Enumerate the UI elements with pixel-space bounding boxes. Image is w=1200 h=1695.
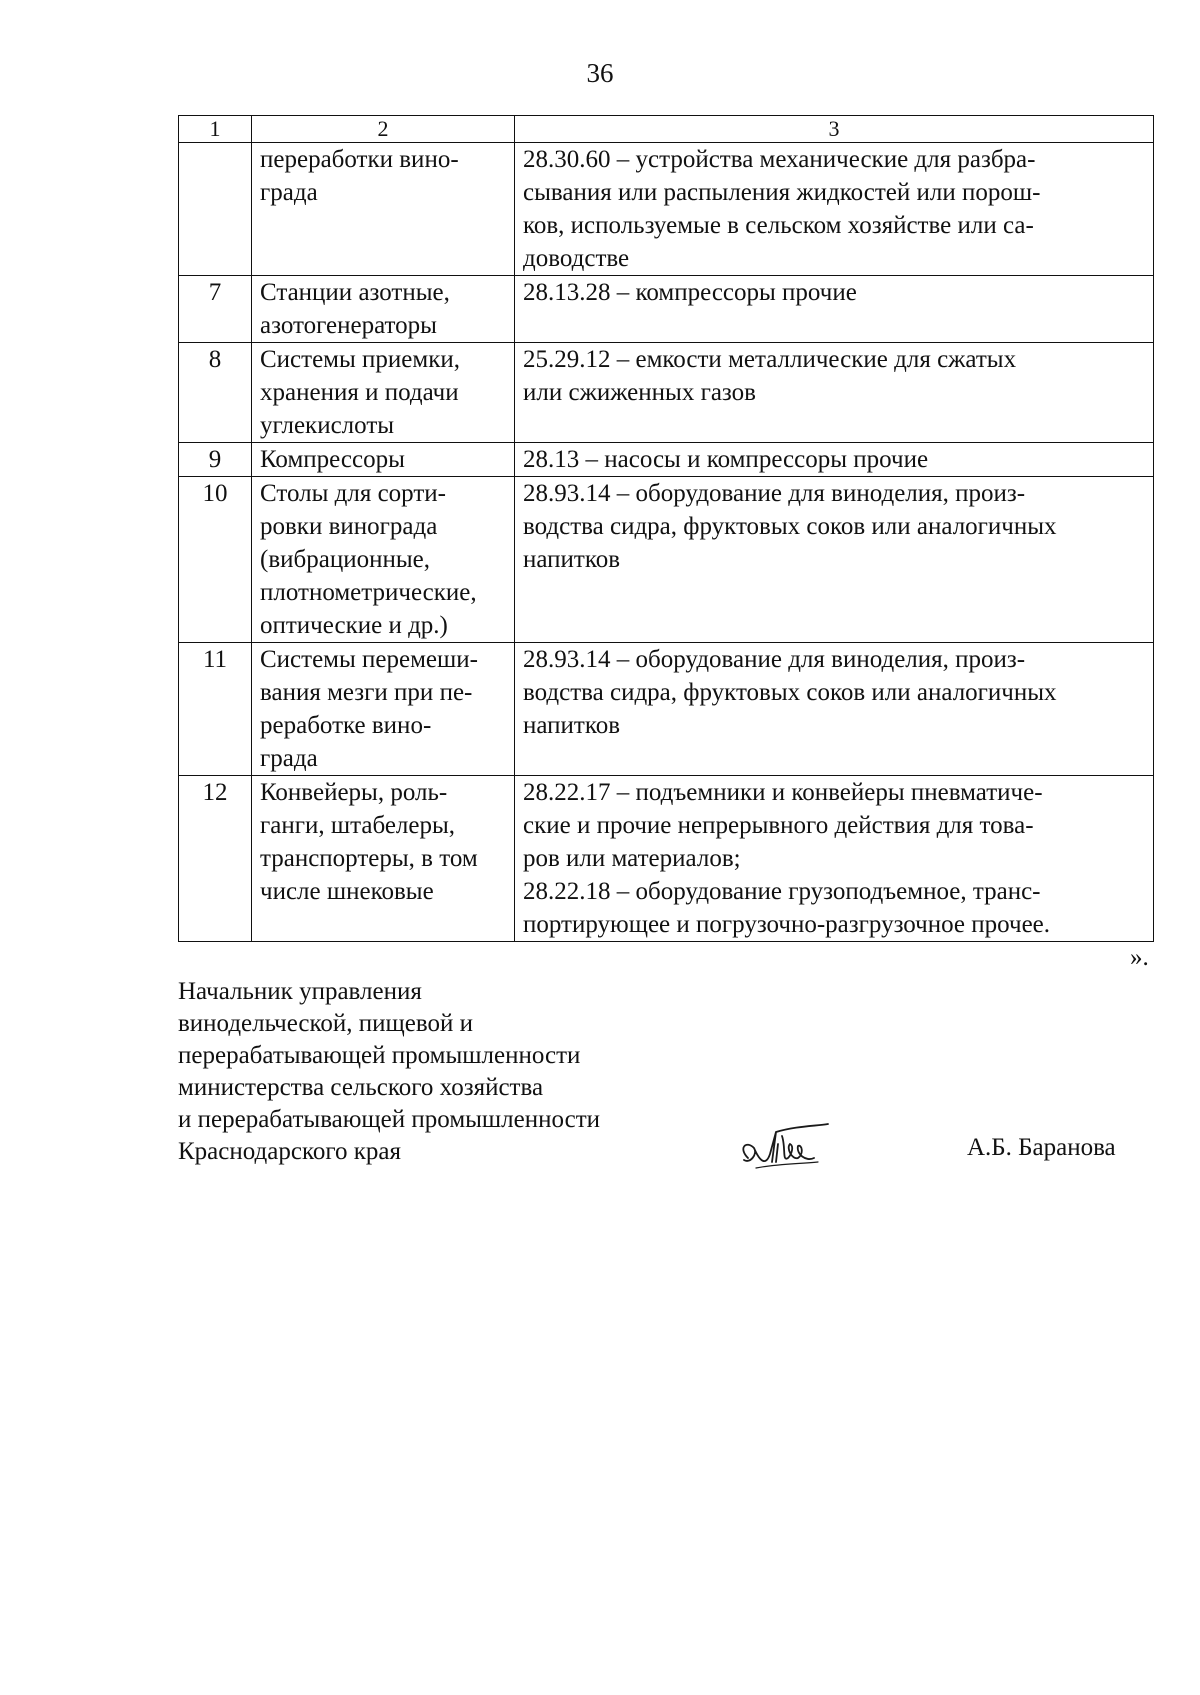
okpd-code-line: напитков bbox=[523, 712, 621, 739]
okpd-code-line: 28.93.14 – оборудование для виноделия, произ- bbox=[523, 480, 1026, 507]
row-number-cell: 12 bbox=[179, 776, 252, 942]
okpd-code-line: сывания или распыления жидкостей или порош- bbox=[523, 179, 1041, 206]
equipment-name-line: (вибрационные, bbox=[260, 546, 430, 573]
equipment-name-line: Компрессоры bbox=[260, 446, 405, 473]
equipment-name-cell bbox=[252, 343, 515, 443]
okpd-code-line: 28.22.18 – оборудование грузоподъемное, транс- bbox=[523, 878, 1041, 905]
equipment-name-line: числе шнековые bbox=[260, 878, 434, 905]
equipment-name-line: реработке вино- bbox=[260, 712, 432, 739]
equipment-name-line: Столы для сорти- bbox=[260, 480, 446, 507]
equipment-name-line: ровки винограда bbox=[260, 513, 438, 540]
row-number-cell: 10 bbox=[179, 477, 252, 643]
okpd-code-line: 28.93.14 – оборудование для виноделия, произ- bbox=[523, 646, 1026, 673]
signature-title-line: Начальник управления bbox=[178, 978, 422, 1005]
equipment-name-cell bbox=[252, 776, 515, 942]
okpd-code-line: или сжиженных газов bbox=[523, 379, 756, 406]
okpd-code-cell bbox=[515, 776, 1154, 942]
okpd-code-line: доводстве bbox=[523, 245, 630, 272]
table-row bbox=[179, 276, 1154, 343]
okpd-code-line: портирующее и погрузочно-разгрузочное прочее. bbox=[523, 911, 1051, 938]
row-number-cell: 9 bbox=[179, 443, 252, 477]
table-header-row bbox=[179, 116, 1154, 143]
equipment-name-line: углекислоты bbox=[260, 412, 395, 439]
equipment-name-line: плотнометрические, bbox=[260, 579, 477, 606]
okpd-code-cell bbox=[515, 643, 1154, 776]
equipment-name-line: града bbox=[260, 745, 318, 772]
okpd-code-line: ские и прочие непрерывного действия для това- bbox=[523, 812, 1034, 839]
equipment-name-cell bbox=[252, 443, 515, 477]
equipment-name-line: Конвейеры, роль- bbox=[260, 779, 448, 806]
table-row bbox=[179, 143, 1154, 276]
table-row bbox=[179, 776, 1154, 942]
okpd-code-cell bbox=[515, 343, 1154, 443]
equipment-name-line: града bbox=[260, 179, 318, 206]
okpd-code-line: ков, используемые в сельском хозяйстве или са- bbox=[523, 212, 1034, 239]
okpd-code-cell bbox=[515, 477, 1154, 643]
signature-title-line: винодельческой, пищевой и bbox=[178, 1010, 474, 1037]
row-number-cell bbox=[179, 143, 252, 276]
equipment-name-line: азотогенераторы bbox=[260, 312, 437, 339]
okpd-code-cell bbox=[515, 443, 1154, 477]
okpd-code-line: водства сидра, фруктовых соков или аналогичных bbox=[523, 679, 1057, 706]
equipment-name-cell bbox=[252, 143, 515, 276]
handwritten-signature-icon bbox=[736, 1118, 836, 1178]
equipment-name-line: транспортеры, в том bbox=[260, 845, 478, 872]
header-cell-1: 1 bbox=[179, 116, 252, 143]
okpd-code-cell bbox=[515, 276, 1154, 343]
equipment-name-line: оптические и др.) bbox=[260, 612, 448, 639]
equipment-name-line: хранения и подачи bbox=[260, 379, 459, 406]
signature-title-block bbox=[178, 976, 600, 1168]
equipment-name-cell bbox=[252, 276, 515, 343]
table-row bbox=[179, 477, 1154, 643]
okpd-code-line: 28.13 – насосы и компрессоры прочие bbox=[523, 446, 929, 473]
header-cell-3: 3 bbox=[515, 116, 1154, 143]
table-row bbox=[179, 443, 1154, 477]
table-row bbox=[179, 643, 1154, 776]
signature-title-line: перерабатывающей промышленности bbox=[178, 1042, 581, 1069]
equipment-name-line: переработки вино- bbox=[260, 146, 459, 173]
okpd-code-line: 28.13.28 – компрессоры прочие bbox=[523, 279, 857, 306]
equipment-name-line: ганги, штабелеры, bbox=[260, 812, 456, 839]
header-cell-2: 2 bbox=[252, 116, 515, 143]
signer-name: А.Б. Баранова bbox=[967, 1134, 1116, 1161]
row-number-cell: 8 bbox=[179, 343, 252, 443]
row-number-cell: 7 bbox=[179, 276, 252, 343]
okpd-code-line: 28.30.60 – устройства механические для разбра- bbox=[523, 146, 1036, 173]
equipment-name-line: вания мезги при пе- bbox=[260, 679, 473, 706]
equipment-name-cell bbox=[252, 477, 515, 643]
equipment-table bbox=[178, 115, 1154, 942]
okpd-code-line: водства сидра, фруктовых соков или аналогичных bbox=[523, 513, 1057, 540]
row-number-cell: 11 bbox=[179, 643, 252, 776]
equipment-name-line: Системы перемеши- bbox=[260, 646, 478, 673]
okpd-code-line: 28.22.17 – подъемники и конвейеры пневматиче- bbox=[523, 779, 1043, 806]
closing-quote: ». bbox=[1130, 944, 1149, 971]
page-number: 36 bbox=[586, 58, 614, 88]
table-row bbox=[179, 343, 1154, 443]
okpd-code-line: ров или материалов; bbox=[523, 845, 741, 872]
okpd-code-line: 25.29.12 – емкости металлические для сжатых bbox=[523, 346, 1017, 373]
okpd-code-cell bbox=[515, 143, 1154, 276]
equipment-name-line: Системы приемки, bbox=[260, 346, 460, 373]
signature-title-line: Краснодарского края bbox=[178, 1138, 401, 1165]
equipment-name-cell bbox=[252, 643, 515, 776]
equipment-name-line: Станции азотные, bbox=[260, 279, 450, 306]
signature-title-line: и перерабатывающей промышленности bbox=[178, 1106, 601, 1133]
signature-title-line: министерства сельского хозяйства bbox=[178, 1074, 544, 1101]
okpd-code-line: напитков bbox=[523, 546, 621, 573]
